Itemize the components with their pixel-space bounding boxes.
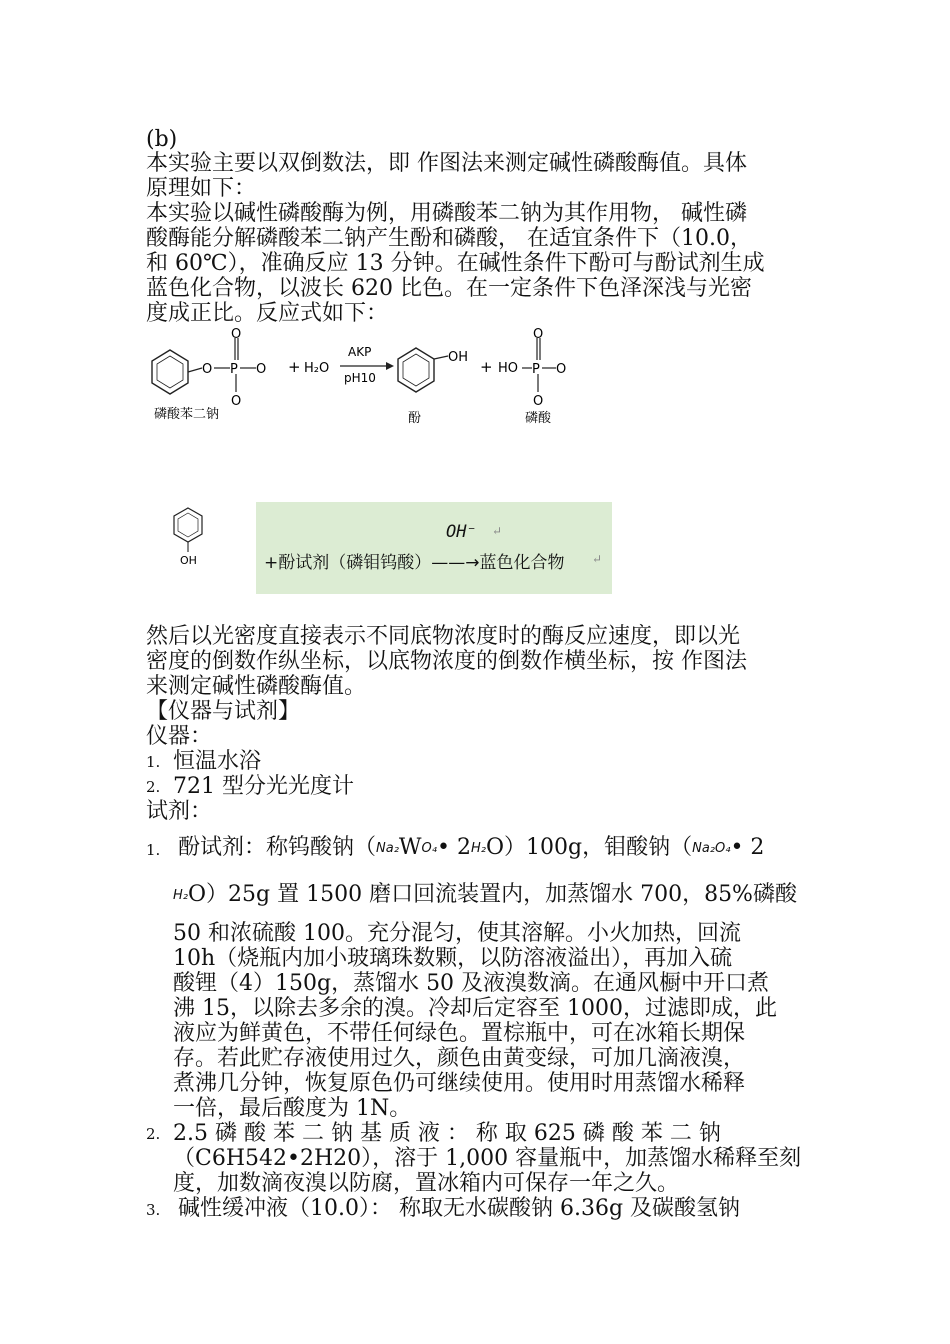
formula-fragment: H₂ bbox=[173, 888, 188, 903]
oxygen-atom: O bbox=[202, 362, 213, 377]
reagent-1-line: 10h（烧瓶内加小玻璃珠数颗，以防溶液溢出），再加入硫 bbox=[173, 946, 733, 971]
reagent-2-line: （C6H542•2H20），溶于 1,000 容量瓶中，加蒸馏水稀释至刻 bbox=[173, 1146, 802, 1171]
principle-line: 本实验以碱性磷酸酶为例，用磷酸苯二钠为其作用物， 碱性磷 bbox=[146, 201, 747, 226]
reagents-heading: 试剂： bbox=[146, 799, 213, 824]
phosphorus-atom: P bbox=[230, 362, 238, 377]
formula-fragment: O₄ bbox=[421, 841, 437, 856]
substrate-label: 磷酸苯二钠 bbox=[154, 407, 220, 422]
formula-fragment: H₂ bbox=[470, 841, 486, 856]
principle-line: 酸酶能分解磷酸苯二钠产生酚和磷酸， 在适宜条件下（10.0， bbox=[146, 226, 752, 251]
paragraph-mark: ↵ bbox=[492, 524, 503, 538]
reagent-1-line bbox=[173, 882, 797, 909]
oxygen-minus-atom: O bbox=[256, 362, 267, 377]
principle-line: 和 60℃），准确反应 13 分钟。在碱性条件下酚可与酚试剂生成 bbox=[146, 251, 765, 276]
instrument-item: 721 型分光光度计 bbox=[173, 774, 354, 799]
reagent-equation-box bbox=[256, 502, 612, 594]
list-number: 1. bbox=[146, 753, 161, 771]
reagent-1-line: 液应为鲜黄色，不带任何绿色。置棕瓶中，可在冰箱长期保 bbox=[173, 1021, 746, 1046]
method-line: 密度的倒数作纵坐标，以底物浓度的倒数作横坐标，按 作图法 bbox=[146, 649, 747, 674]
intro-line: 本实验主要以双倒数法，即 作图法来测定碱性磷酸酶值。具体 bbox=[146, 151, 747, 176]
hydroxide-label: OH⁻ bbox=[446, 522, 477, 542]
phenol-structure bbox=[168, 502, 208, 572]
hydroxyl-group: HO bbox=[498, 361, 519, 376]
reagent-1-line: 存。若此贮存液使用过久，颜色由黄变绿，可加几滴液溴， bbox=[173, 1046, 746, 1071]
instrument-item: 恒温水浴 bbox=[173, 749, 262, 774]
reagent-2-line: 2.5 磷 酸 苯 二 钠 基 质 液 ： 称 取 625 磷 酸 苯 二 钠 bbox=[173, 1121, 721, 1146]
reaction-scheme bbox=[140, 328, 600, 438]
formula-fragment: • 2 bbox=[730, 835, 765, 860]
reagent-1-line: 50 和浓硫酸 100。充分混匀，使其溶解。小火加热，回流 bbox=[173, 921, 741, 946]
hydroxyl-group: OH bbox=[448, 350, 469, 365]
enzyme-label: AKP bbox=[348, 345, 372, 359]
reagent-2-line: 度，加数滴夜溴以防腐，置冰箱内可保存一年之久。 bbox=[173, 1171, 680, 1196]
list-number: 2. bbox=[146, 1125, 161, 1143]
formula-fragment: Na₂O₄ bbox=[692, 841, 731, 856]
formula-fragment: Na₂ bbox=[376, 841, 399, 856]
phosphorus-atom: P bbox=[532, 362, 540, 377]
section-heading: 【仪器与试剂】 bbox=[146, 699, 301, 724]
hydroxyl-group: OH bbox=[180, 554, 197, 567]
reagent-1-line: 一倍，最后酸度为 1N。 bbox=[173, 1096, 412, 1121]
reagent-1-line: 酸锂（4）150g，蒸馏水 50 及液溴数滴。在通风橱中开口煮 bbox=[173, 971, 770, 996]
reagent-1-line bbox=[178, 835, 764, 862]
principle-line: 蓝色化合物，以波长 620 比色。在一定条件下色泽深浅与光密 bbox=[146, 276, 752, 301]
list-number: 2. bbox=[146, 778, 161, 796]
instruments-heading: 仪器： bbox=[146, 724, 213, 749]
oxygen-minus-atom: O bbox=[231, 394, 242, 409]
oxygen-minus-atom: O bbox=[556, 362, 567, 377]
phenol-label: 酚 bbox=[408, 411, 422, 426]
paragraph-mark: ↵ bbox=[592, 552, 603, 566]
method-line: 来测定碱性磷酸酶值。 bbox=[146, 674, 367, 699]
reagent-1-text: 酚试剂：称钨酸钠（ bbox=[178, 835, 377, 860]
plus-sign: + bbox=[288, 358, 301, 376]
principle-line: 度成正比。反应式如下： bbox=[146, 301, 389, 326]
reagent-3-line: 碱性缓冲液（10.0）： 称取无水碳酸钠 6.36g 及碳酸氢钠 bbox=[178, 1196, 741, 1221]
oxygen-minus-atom: O bbox=[533, 394, 544, 409]
list-number: 3. bbox=[146, 1201, 161, 1219]
list-number: 1. bbox=[146, 841, 161, 859]
formula-fragment: • 2 bbox=[437, 835, 471, 860]
reagent-equation: +酚试剂（磷钼钨酸）——→蓝色化合物 bbox=[264, 553, 565, 573]
reagent-1-text: O）25g 置 1500 磨口回流装置内，加蒸馏水 700，85%磷酸 bbox=[188, 882, 797, 907]
formula-fragment: W bbox=[398, 835, 422, 860]
method-line: 然后以光密度直接表示不同底物浓度时的酶反应速度，即以光 bbox=[146, 624, 741, 649]
water-formula: H₂O bbox=[304, 361, 330, 376]
reagent-1-text: O）100g，钼酸钠（ bbox=[485, 835, 693, 860]
reagent-1-line: 煮沸几分钟，恢复原色仍可继续使用。使用时用蒸馏水稀释 bbox=[173, 1071, 746, 1096]
plus-sign: + bbox=[480, 358, 493, 376]
ph-label: pH10 bbox=[344, 371, 376, 385]
oxygen-atom: O bbox=[533, 328, 544, 342]
intro-line: 原理如下： bbox=[146, 176, 257, 201]
reagent-1-line: 沸 15，以除去多余的溴。冷却后定容至 1000，过滤即成，此 bbox=[173, 996, 777, 1021]
oxygen-atom: O bbox=[231, 328, 242, 342]
section-label-b: (b) bbox=[146, 127, 178, 152]
phosphate-label: 磷酸 bbox=[525, 411, 552, 426]
